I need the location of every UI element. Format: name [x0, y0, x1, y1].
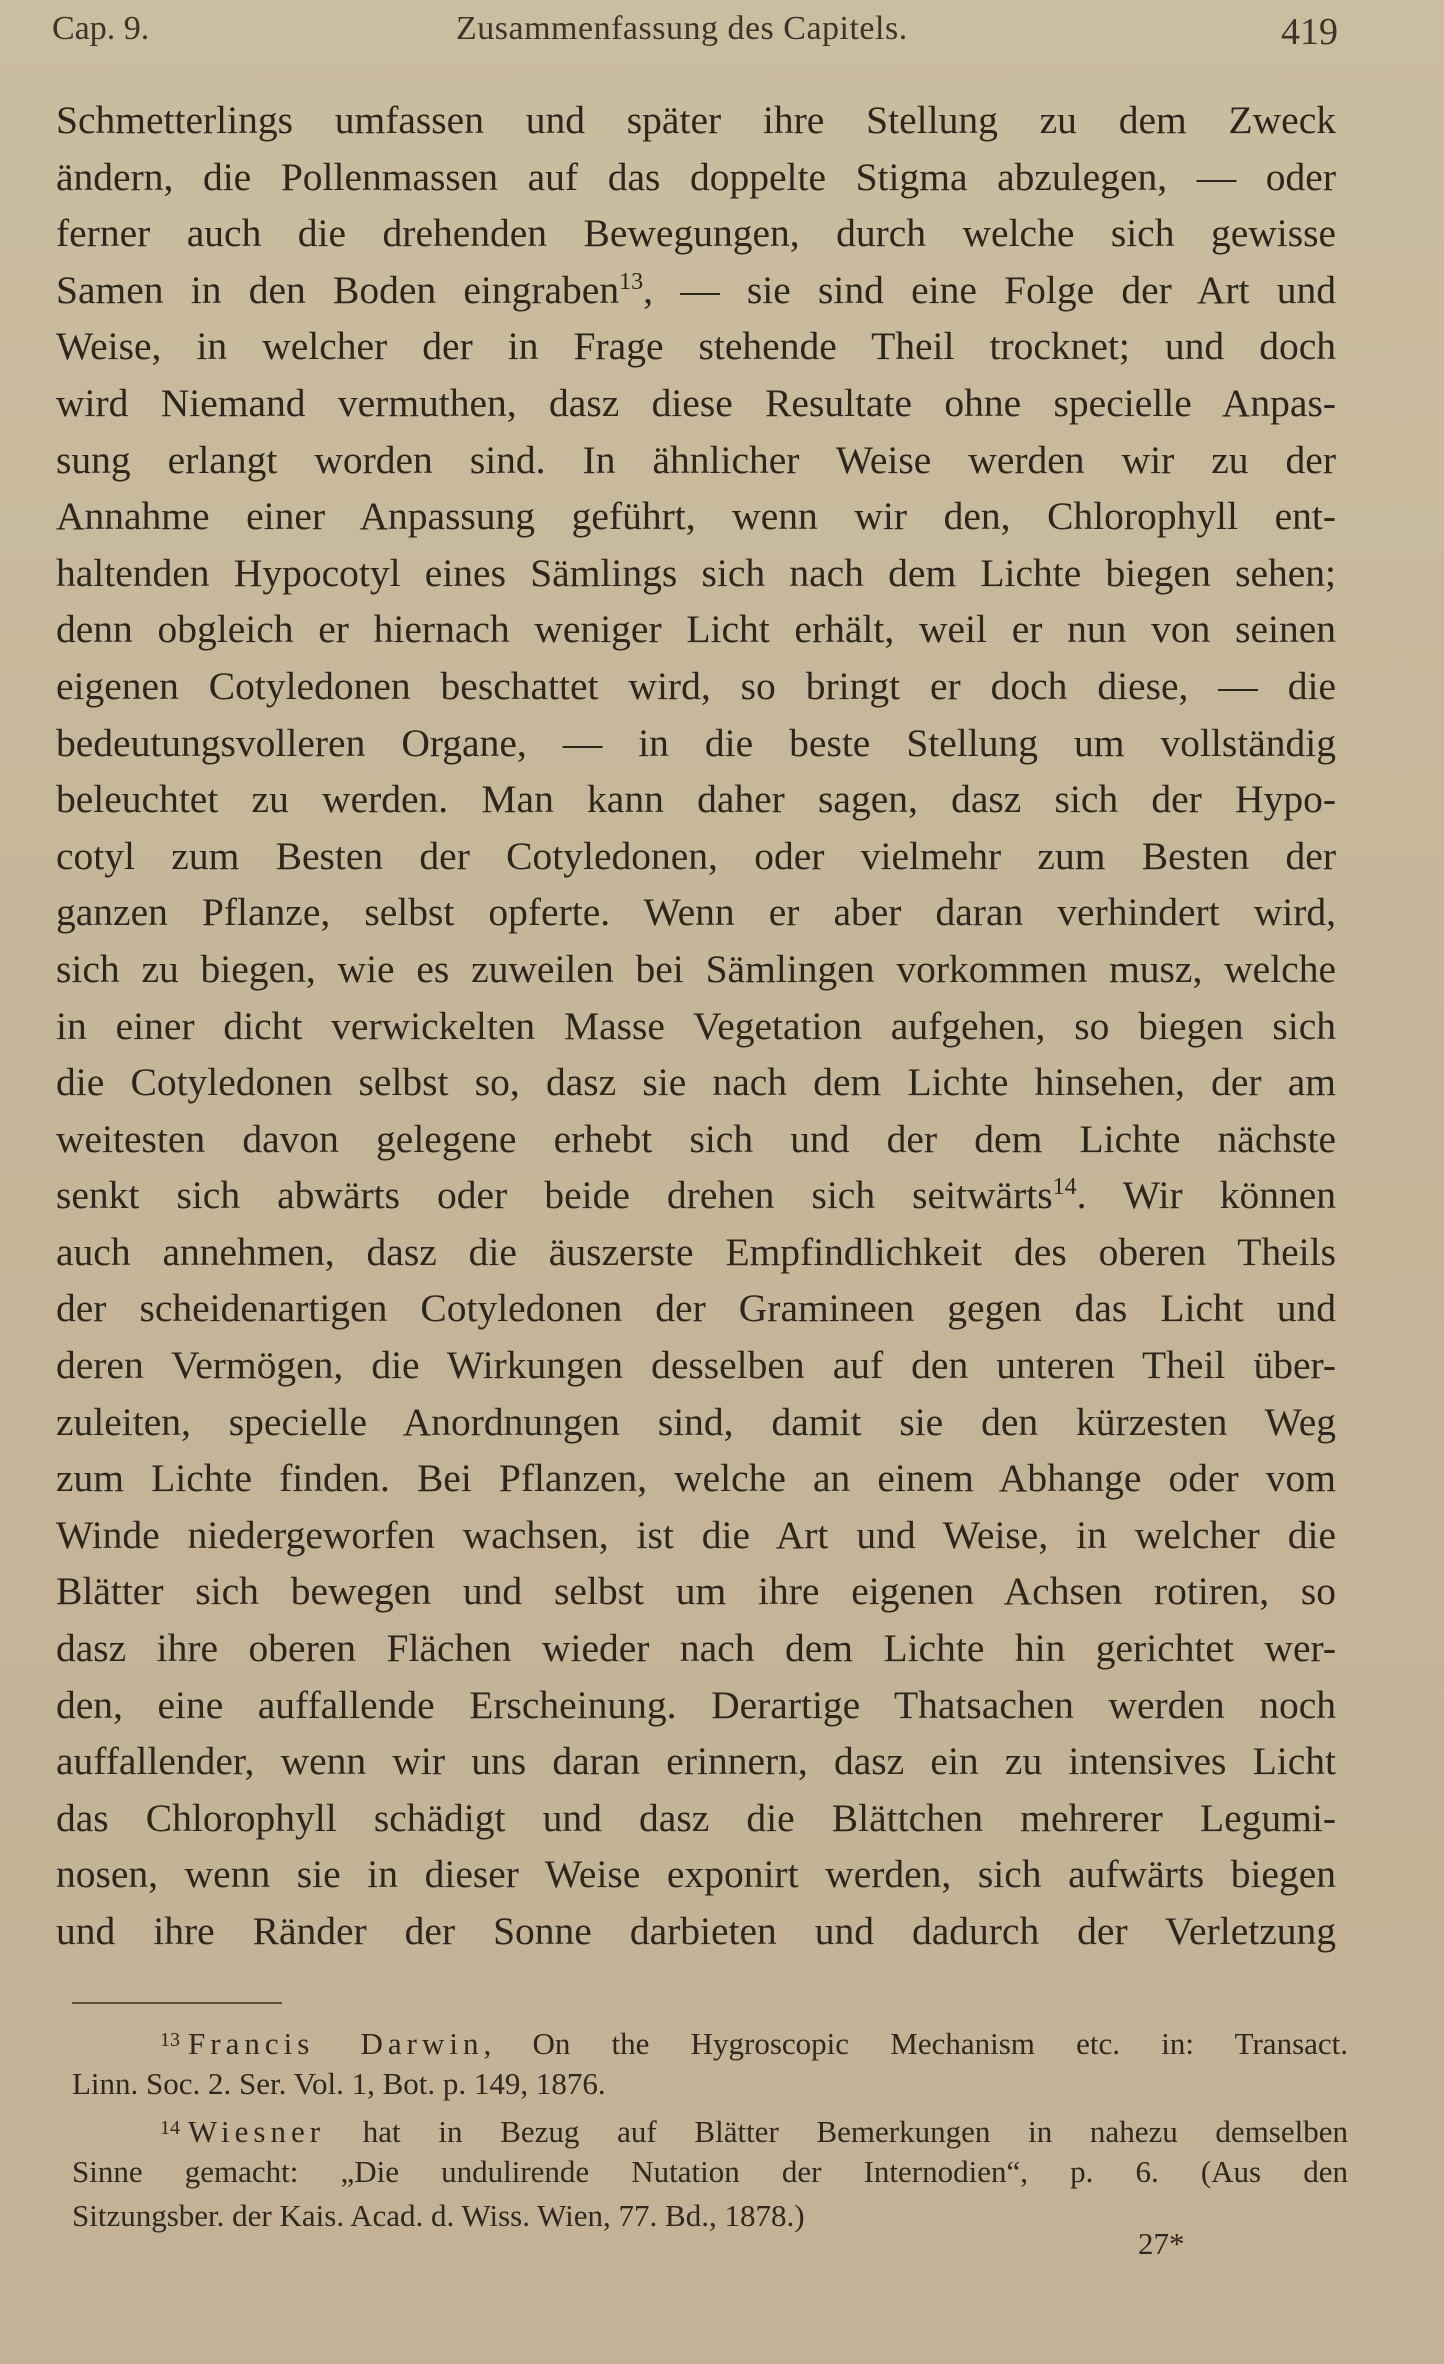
text-line-29: den, eine auffallende Erscheinung. Derartige Thatsachen werden noch [56, 1682, 1336, 1727]
footnote-14-number: 14 [160, 2117, 180, 2139]
text-line-5: Weise, in welcher der in Frage stehende Theil trocknet; und doch [56, 324, 1336, 369]
text-line-13: beleuchtet zu werden. Man kann daher sagen, dasz sich der Hypo- [56, 777, 1336, 822]
text-line-20-part-b: . Wir können [1076, 1173, 1336, 1218]
text-line-11: eigenen Cotyledonen beschattet wird, so bringt er doch diese, — die [56, 663, 1336, 708]
text-line-33: und ihre Ränder der Sonne darbieten und dadurch der Verletzung [56, 1909, 1336, 1953]
text-line-14: cotyl zum Besten der Cotyledonen, oder vielmehr zum Besten der [56, 833, 1336, 878]
text-line-12: bedeutungsvolleren Organe, — in die beste Stellung um vollständig [56, 720, 1336, 765]
text-line-25: zum Lichte finden. Bei Pflanzen, welche an einem Abhange oder vom [56, 1456, 1336, 1501]
text-line-22: der scheidenartigen Cotyledonen der Gramineen gegen das Licht und [56, 1286, 1336, 1331]
signature-mark: 27* [1138, 2226, 1185, 2261]
text-line-4-part-a: Samen in den Boden eingraben [56, 267, 620, 312]
text-line-18: die Cotyledonen selbst so, dasz sie nach dem Lichte hinsehen, der am [56, 1060, 1336, 1105]
text-line-20-part-a: senkt sich abwärts oder beide drehen sich seitwärts [56, 1173, 1053, 1218]
text-line-7: sung erlangt worden sind. In ähnlicher Weise werden wir zu der [56, 437, 1336, 482]
footnote-14-line-2: Sinne gemacht: „Die undulirende Nutation der Internodien“, p. 6. (Aus den [72, 2154, 1348, 2189]
text-line-17: in einer dicht verwickelten Masse Vegetation aufgehen, so biegen sich [56, 1003, 1336, 1048]
text-line-3: ferner auch die drehenden Bewegungen, durch welche sich gewisse [56, 211, 1336, 256]
text-line-4-part-b: , — sie sind eine Folge der Art und [643, 267, 1336, 312]
text-line-8: Annahme einer Anpassung geführt, wenn wir den, Chlorophyll ent- [56, 494, 1336, 539]
footnote-14-line-1 [72, 2106, 1348, 2150]
text-line-1: Schmetterlings umfassen und später ihre Stellung zu dem Zweck [56, 98, 1336, 142]
footnotes [72, 2018, 1348, 2238]
footnote-13-line-2: Linn. Soc. 2. Ser. Vol. 1, Bot. p. 149, 1876. [72, 2066, 606, 2101]
text-line-9: haltenden Hypocotyl eines Sämlings sich nach dem Lichte biegen sehen; [56, 550, 1336, 595]
chapter-label: Cap. 9. [52, 10, 150, 47]
text-line-2: ändern, die Pollenmassen auf das doppelte Stigma abzulegen, — oder [56, 154, 1336, 199]
footnote-13-text: , On the Hygroscopic Mechanism etc. in: Transact. [483, 2026, 1349, 2061]
footnote-marker-14[interactable]: 14 [1052, 1174, 1077, 1201]
text-line-16: sich zu biegen, wie es zuweilen bei Sämlingen vorkommen musz, welche [56, 946, 1336, 991]
running-head [52, 10, 1338, 60]
main-text [56, 92, 1336, 1960]
text-line-28: dasz ihre oberen Flächen wieder nach dem Lichte hin gerichtet wer- [56, 1626, 1336, 1671]
text-line-23: deren Vermögen, die Wirkungen desselben auf den unteren Theil über- [56, 1343, 1336, 1388]
text-line-4 [56, 262, 1336, 319]
page-number: 419 [1281, 11, 1338, 53]
footnote-marker-13[interactable]: 13 [619, 268, 644, 295]
text-line-15: ganzen Pflanze, selbst opferte. Wenn er aber daran verhindert wird, [56, 890, 1336, 935]
text-line-20 [56, 1167, 1336, 1224]
text-line-21: auch annehmen, dasz die äuszerste Empfindlichkeit des oberen Theils [56, 1229, 1336, 1274]
text-line-27: Blätter sich bewegen und selbst um ihre eigenen Achsen rotiren, so [56, 1569, 1336, 1614]
text-line-6: wird Niemand vermuthen, dasz diese Resultate ohne specielle Anpas- [56, 380, 1336, 425]
text-line-26: Winde niedergeworfen wachsen, ist die Art und Weise, in welcher die [56, 1512, 1336, 1557]
text-line-32: nosen, wenn sie in dieser Weise exponirt werden, sich aufwärts biegen [56, 1852, 1336, 1897]
footnote-13-author: Francis Darwin [188, 2026, 484, 2061]
footnote-14-text: hat in Bezug auf Blätter Bemerkungen in nahezu demselben [325, 2114, 1348, 2149]
text-line-10: denn obgleich er hiernach weniger Licht erhält, weil er nun von seinen [56, 607, 1336, 652]
text-line-31: das Chlorophyll schädigt und dasz die Blättchen mehrerer Legumi- [56, 1795, 1336, 1840]
text-line-19: weitesten davon gelegene erhebt sich und der dem Lichte nächste [56, 1116, 1336, 1161]
footnote-14-line-3: Sitzungsber. der Kais. Acad. d. Wiss. Wien, 77. Bd., 1878.) [72, 2198, 805, 2233]
footnote-13-number: 13 [160, 2029, 180, 2051]
text-line-30: auffallender, wenn wir uns daran erinnern, dasz ein zu intensives Licht [56, 1739, 1336, 1784]
text-line-24: zuleiten, specielle Anordnungen sind, damit sie den kürzesten Weg [56, 1399, 1336, 1444]
chapter-title: Zusammenfassung des Capitels. [456, 10, 908, 47]
footnote-13-line-1 [72, 2018, 1348, 2062]
footnote-14-author: Wiesner [188, 2114, 326, 2149]
footnote-separator [72, 2002, 282, 2004]
